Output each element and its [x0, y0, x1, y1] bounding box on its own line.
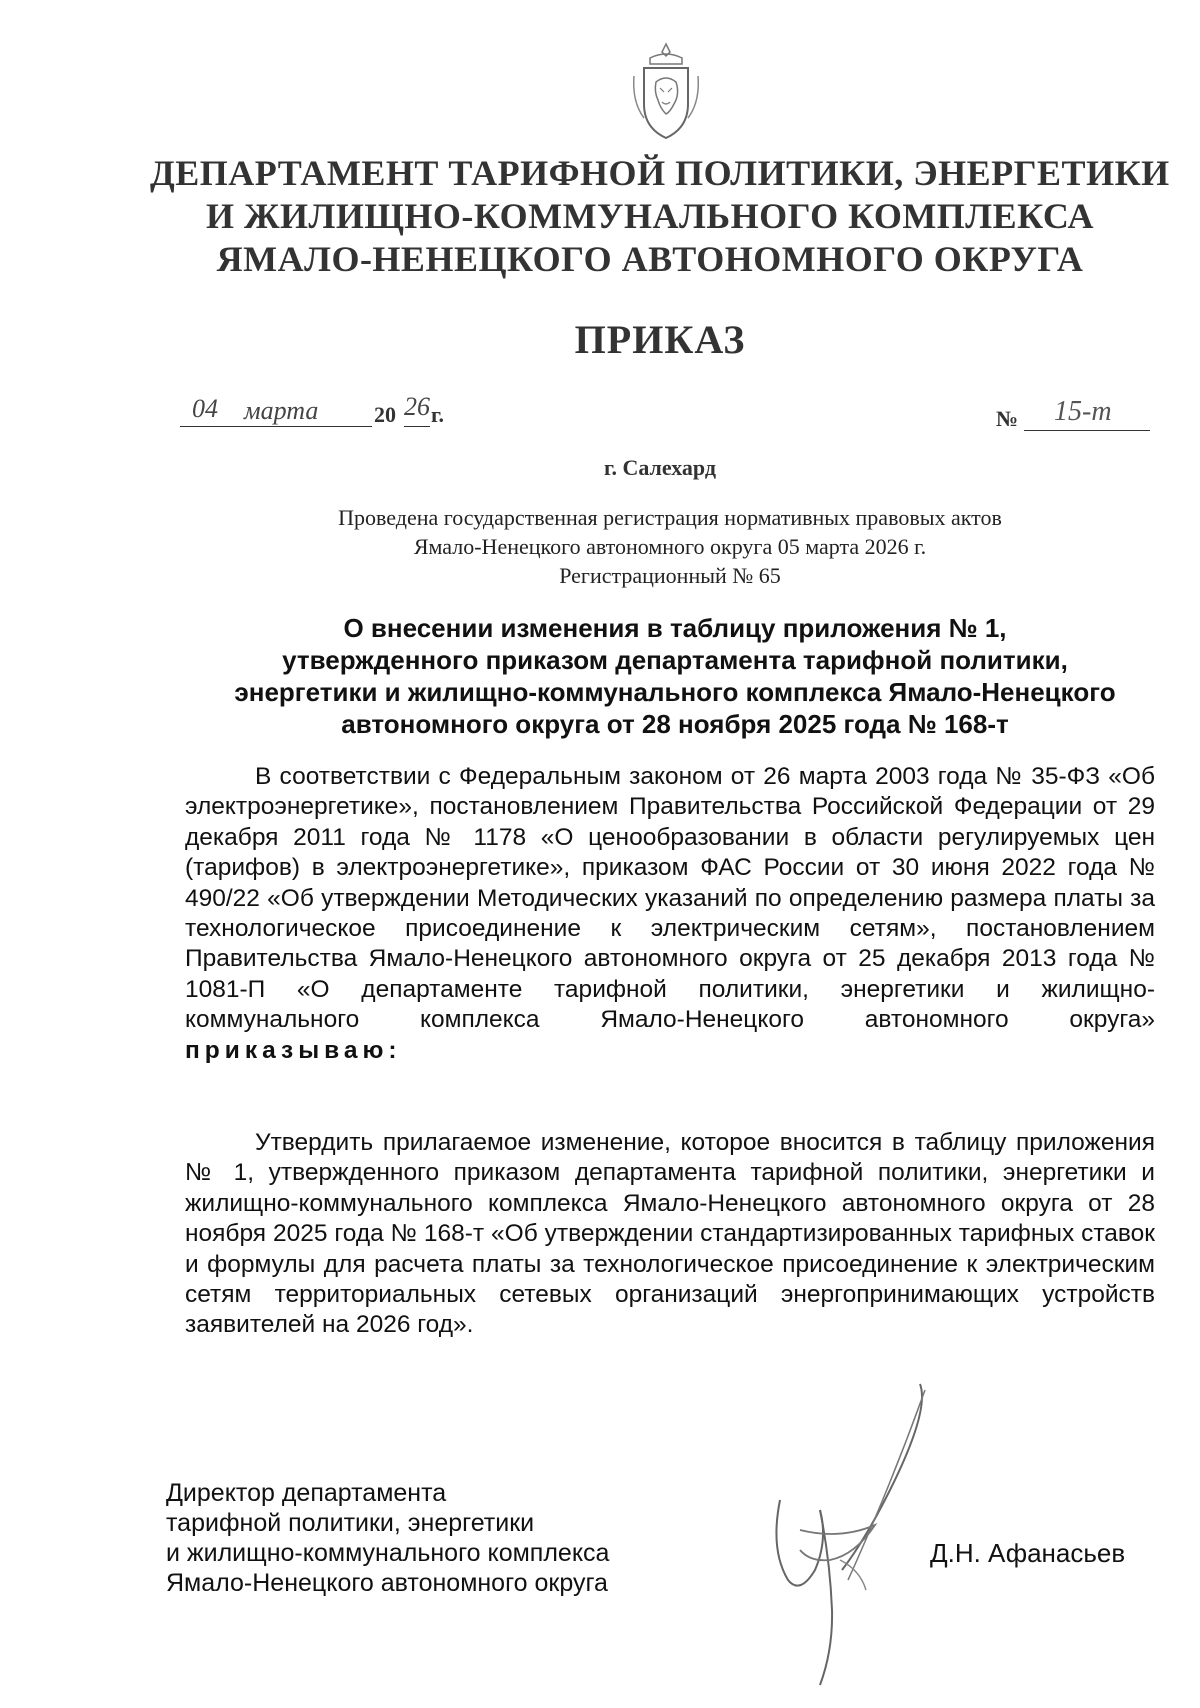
order-verb: приказываю: [185, 1036, 402, 1064]
handwritten-signature [770, 1380, 950, 1690]
date-year-suffix-handwritten: 26 [404, 392, 430, 421]
date-underline [180, 426, 372, 427]
date-day-handwritten: 04 [192, 394, 218, 423]
position-line-2: тарифной политики, энергетики [166, 1509, 535, 1537]
order-subject [150, 612, 1200, 740]
paragraph-1-text: В соответствии с Федеральным законом от 26 марта 2003 года № 35-ФЗ «Об электроэнергетике», постановлением Правительства Российской Федерации от 29 декабря 2011 года № 1178 «О ценообразовании в области регулируемых цен (тарифов) в электроэнергетике», приказом ФАС России от 30 июня 2022 года № 490/22 «Об утверждении Методических указаний по определению размера платы за технологическое присоединение к электрическим сетям», постановлением Правительства Ямало-Ненецкого автономного округа от 25 декабря 2013 года № 1081-П «О департаменте тарифной политики, энергетики и жилищно-коммунального комплекса Ямало-Ненецкого автономного округа» [185, 763, 1155, 1034]
registration-line-1: Проведена государственная регистрация нормативных правовых актов [338, 505, 1002, 530]
number-value-handwritten: 15-т [1054, 396, 1112, 427]
body-paragraph-2 [185, 1128, 1155, 1341]
position-line-3: и жилищно-коммунального комплекса [166, 1539, 610, 1567]
subject-line-1: О внесении изменения в таблицу приложения № 1, [343, 613, 1007, 643]
date-month-handwritten: марта [244, 396, 319, 425]
position-line-4: Ямало-Ненецкого автономного округа [166, 1569, 608, 1597]
subject-line-3: энергетики и жилищно-коммунального комплекса Ямало-Ненецкого [234, 677, 1116, 707]
date-year-abbrev: г. [431, 402, 445, 427]
signatory-name: Д.Н. Афанасьев [930, 1538, 1126, 1568]
number-underline [1024, 430, 1150, 431]
subject-line-2: утвержденного приказом департамента тарифной политики, [282, 645, 1068, 675]
order-number [996, 396, 1156, 440]
subject-line-4: автономного округа от 28 ноября 2025 года № 168-т [341, 709, 1009, 739]
date-year-prefix: 20 [374, 402, 396, 427]
order-date [180, 392, 480, 432]
body-paragraph-1 [185, 762, 1155, 1066]
department-line-2: И ЖИЛИЩНО-КОММУНАЛЬНОГО КОМПЛЕКСА [205, 196, 1095, 236]
department-line-1: ДЕПАРТАМЕНТ ТАРИФНОЙ ПОЛИТИКИ, ЭНЕРГЕТИКИ [150, 153, 1170, 193]
paragraph-2-text: Утвердить прилагаемое изменение, которое вносится в таблицу приложения № 1, утвержденного приказом департамента тарифной политики, энергетики и жилищно-коммунального комплекса Ямало-Ненецкого автономного округа от 28 ноября 2025 года № 168-т «Об утверждении стандартизированных тарифных ставок и формулы для расчета платы за технологическое присоединение к электрическим сетям территориальных сетевых организаций энергопринимающих устройств заявителей на 2026 год». [185, 1129, 1155, 1339]
registration-note [200, 503, 1140, 590]
department-line-3: ЯМАЛО-НЕНЕЦКОГО АВТОНОМНОГО ОКРУГА [216, 239, 1084, 279]
coat-of-arms-emblem [630, 42, 702, 142]
document-type-title: ПРИКАЗ [574, 317, 746, 362]
signatory-position [166, 1478, 609, 1598]
registration-line-2: Ямало-Ненецкого автономного округа 05 марта 2026 г. [413, 534, 927, 559]
number-sign: № [996, 406, 1019, 431]
city: г. Салехард [603, 455, 717, 480]
department-heading [150, 152, 1170, 281]
position-line-1: Директор департамента [166, 1479, 447, 1507]
year-underline [404, 426, 430, 427]
registration-line-3: Регистрационный № 65 [559, 563, 781, 588]
